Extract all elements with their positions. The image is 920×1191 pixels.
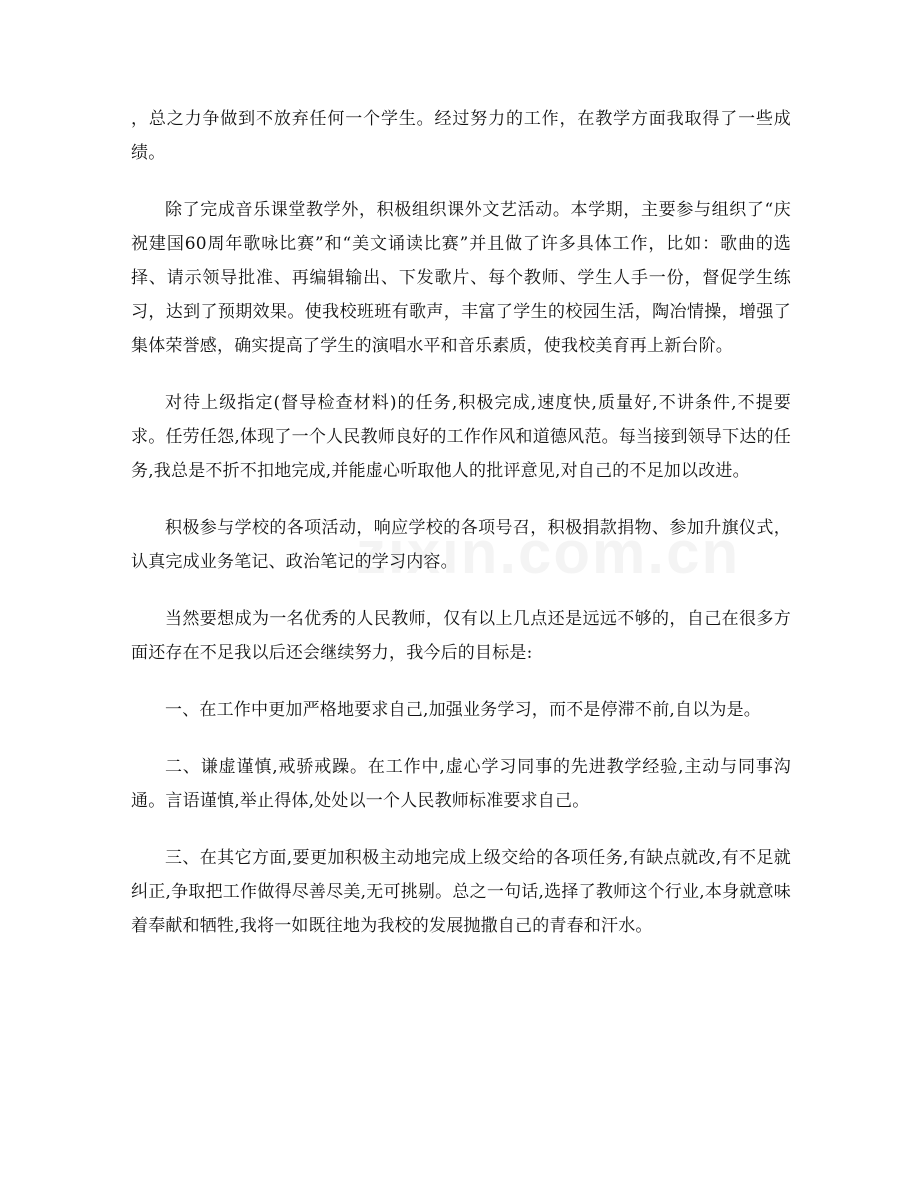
paragraph-goal-2: 二、谦虚谨慎,戒骄戒躁。在工作中,虚心学习同事的先进教学经验,主动与同事沟通。言语谨慎,举止得体,处处以一个人民教师标准要求自己。 <box>131 757 791 811</box>
paragraph-continuation: ，总之力争做到不放弃任何一个学生。经过努力的工作，在教学方面我取得了一些成绩。 <box>131 109 791 163</box>
paragraph-goals-intro: 当然要想成为一名优秀的人民教师，仅有以上几点还是远远不够的，自己在很多方面还存在不足我以后还会继续努力，我今后的目标是: <box>131 609 791 663</box>
document-body <box>131 102 791 966</box>
paragraph-goal-1: 一、在工作中更加严格地要求自己,加强业务学习，而不是停滞不前,自以为是。 <box>165 700 762 720</box>
paragraph-activities: 除了完成音乐课堂教学外，积极组织课外文艺活动。本学期，主要参与组织了“庆祝建国60周年歌咏比赛”和“美文诵读比赛”并且做了许多具体工作，比如：歌曲的选择、请示领导批准、再编辑输出、下发歌片、每个教师、学生人手一份，督促学生练习，达到了预期效果。使我校班班有歌声，丰富了学生的校园生活，陶冶情操，增强了集体荣誉感，确实提高了学生的演唱水平和音乐素质，使我校美育再上新台阶。 <box>131 200 791 356</box>
paragraph-goal-3: 三、在其它方面,要更加积极主动地完成上级交给的各项任务,有缺点就改,有不足就纠正,争取把工作做得尽善尽美,无可挑剔。总之一句话,选择了教师这个行业,本身就意味着奉献和牺牲,我将一如既往地为我校的发展抛撒自己的青春和汗水。 <box>131 848 791 936</box>
paragraph-tasks: 对待上级指定(督导检查材料)的任务,积极完成,速度快,质量好,不讲条件,不提要求。任劳任怨,体现了一个人民教师良好的工作作风和道德风范。每当接到领导下达的任务,我总是不折不扣地完成,并能虚心听取他人的批评意见,对自己的不足加以改进。 <box>131 393 791 481</box>
paragraph-school-activities: 积极参与学校的各项活动，响应学校的各项号召，积极捐款捐物、参加升旗仪式，认真完成业务笔记、政治笔记的学习内容。 <box>131 518 791 572</box>
